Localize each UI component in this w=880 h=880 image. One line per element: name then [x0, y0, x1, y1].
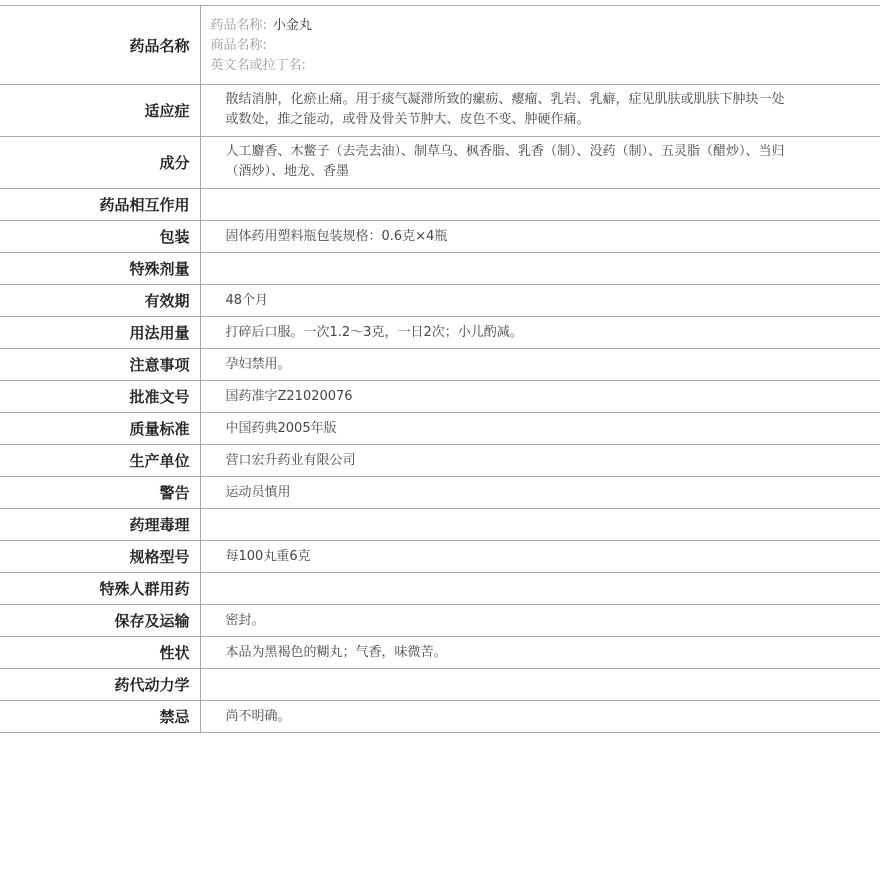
row-value: 散结消肿，化瘀止痛。用于痰气凝滞所致的瘰疬、瘿瘤、乳岩、乳癖，症见肌肤或肌肤下肿块一处或数处，推之能动，或骨及骨关节肿大、皮色不变、肿硬作痛。 [225, 92, 785, 127]
row-label: 规格型号 [0, 541, 200, 573]
drug-info-table [0, 5, 880, 733]
row-packaging [0, 221, 880, 253]
row-label: 药品相互作用 [0, 189, 200, 221]
row-specification [0, 541, 880, 573]
english-name-line [211, 56, 880, 76]
row-indications [0, 85, 880, 137]
row-value: 密封。 [225, 612, 265, 628]
row-special-dosage [0, 253, 880, 285]
row-label: 批准文号 [0, 381, 200, 413]
row-label: 特殊剂量 [0, 253, 200, 285]
row-label: 注意事项 [0, 349, 200, 381]
row-label: 禁忌 [0, 701, 200, 733]
row-value [200, 509, 880, 541]
row-label: 适应症 [0, 85, 200, 137]
row-pharmacokinetics [0, 669, 880, 701]
row-value: 本品为黑褐色的糊丸；气香，味微苦。 [225, 644, 447, 660]
row-special-populations [0, 573, 880, 605]
drug-name-block [200, 6, 880, 85]
row-ingredients [0, 137, 880, 189]
row-label: 特殊人群用药 [0, 573, 200, 605]
row-label: 生产单位 [0, 445, 200, 477]
row-label: 保存及运输 [0, 605, 200, 637]
row-label: 性状 [0, 637, 200, 669]
row-approval-number [0, 381, 880, 413]
generic-name-value: 小金丸 [272, 18, 312, 33]
trade-name-line [211, 36, 880, 56]
row-value: 打碎后口服。一次1.2～3克，一日2次；小儿酌减。 [225, 324, 523, 340]
row-value: 营口宏升药业有限公司 [225, 452, 356, 468]
row-value: 国药准字Z21020076 [225, 388, 353, 404]
drug-info-page [0, 5, 880, 733]
english-name-label: 英文名或拉丁名: [210, 58, 306, 73]
row-label: 有效期 [0, 285, 200, 317]
row-label: 质量标准 [0, 413, 200, 445]
row-usage-dosage [0, 317, 880, 349]
row-value [200, 253, 880, 285]
row-value: 运动员慎用 [225, 484, 291, 500]
row-value: 48个月 [225, 292, 269, 308]
row-label: 成分 [0, 137, 200, 189]
row-label: 药理毒理 [0, 509, 200, 541]
row-label: 包装 [0, 221, 200, 253]
row-label: 药代动力学 [0, 669, 200, 701]
generic-name-line [211, 16, 880, 36]
row-quality-standard [0, 413, 880, 445]
row-value: 固体药用塑料瓶包装规格：0.6克×4瓶 [225, 228, 448, 244]
row-precautions [0, 349, 880, 381]
generic-name-label: 药品名称: [210, 18, 267, 33]
row-value: 尚不明确。 [225, 708, 291, 724]
row-pharmacology-toxicology [0, 509, 880, 541]
row-appearance [0, 637, 880, 669]
row-value [200, 189, 880, 221]
row-contraindications [0, 701, 880, 733]
row-storage-transport [0, 605, 880, 637]
trade-name-label: 商品名称: [210, 38, 267, 53]
row-value [200, 573, 880, 605]
row-warning [0, 477, 880, 509]
row-label: 用法用量 [0, 317, 200, 349]
row-interactions [0, 189, 880, 221]
row-label: 药品名称 [0, 6, 200, 85]
row-label: 警告 [0, 477, 200, 509]
row-value: 人工麝香、木鳖子（去壳去油）、制草乌、枫香脂、乳香（制）、没药（制）、五灵脂（醋炒）、当归（酒炒）、地龙、香墨 [225, 144, 785, 179]
row-shelf-life [0, 285, 880, 317]
row-drug-name [0, 6, 880, 85]
row-value: 中国药典2005年版 [225, 420, 337, 436]
row-value: 每100丸重6克 [225, 548, 311, 564]
row-value [200, 669, 880, 701]
row-manufacturer [0, 445, 880, 477]
row-value: 孕妇禁用。 [225, 356, 291, 372]
